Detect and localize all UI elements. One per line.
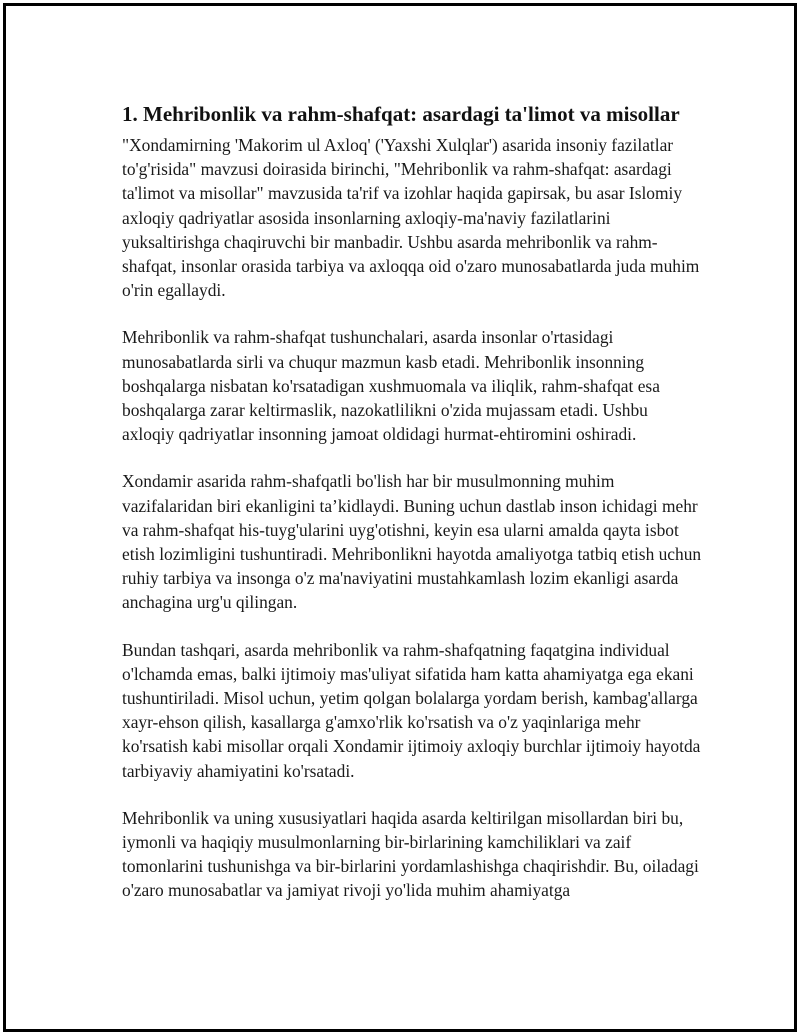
paragraph-2: Mehribonlik va rahm-shafqat tushunchalari, asarda insonlar o'rtasidagi munosabatlarda sirli va chuqur mazmun kasb etadi. Mehribonlik insonning boshqalarga nisbatan ko'rsatadigan xushmuomala va iliqlik, rahm-shafqat esa boshqalarga zarar keltirmaslik, nazokatlilikni o'zida mujassam etadi. Ushbu axloqiy qadriyatlar insonning jamoat oldidagi hurmat-ehtiromini oshiradi. xyxy=(122,327,660,445)
paragraph-4: Bundan tashqari, asarda mehribonlik va rahm-shafqatning faqatgina individual o'lchamda emas, balki ijtimoiy mas'uliyat sifatida ham katta ahamiyatga ega ekani tushuntiriladi. Misol uchun, yetim qolgan bolalarga yordam berish, kambag'allarga xayr-ehson qilish, kasallarga g'amxo'rlik ko'rsatish va o'z yaqinlariga mehr ko'rsatish kabi misollar orqali Xondamir ijtimoiy axloqiy burchlar ijtimoiy hayotda tarbiyaviy ahamiyatini ko'rsatadi. xyxy=(122,639,701,781)
document-content xyxy=(122,101,702,926)
section-heading: 1. Mehribonlik va rahm-shafqat: asardagi ta'limot va misollar xyxy=(122,102,680,126)
document-page xyxy=(3,3,797,1032)
paragraph-3: Xondamir asarida rahm-shafqatli bo'lish har bir musulmonning muhim vazifalaridan biri ekanligini ta’kidlaydi. Buning uchun dastlab inson ichidagi mehr va rahm-shafqat his-tuyg'ularini uyg'otishni, keyin esa ularni amalda qayta isbot etish lozimligini tushuntiradi. Mehribonlikni hayotda amaliyotga tatbiq etish uchun ruhiy tarbiya va insonga o'z ma'naviyatini mustahkamlash lozim ekanligi asarda anchagina urg'u qilingan. xyxy=(122,471,702,613)
paragraph-1: "Xondamirning 'Makorim ul Axloq' ('Yaxshi Xulqlar') asarida insoniy fazilatlar to'g'risida" mavzusi doirasida birinchi, "Mehribonlik va rahm-shafqat: asardagi ta'limot va misollar" mavzusida ta'rif va izohlar haqida gapirsak, bu asar Islomiy axloqiy qadriyatlar asosida insonlarning axloqiy-ma'naviy fazilatlarini yuksaltirishga chaqiruvchi bir manbadir. Ushbu asarda mehribonlik va rahm-shafqat, insonlar orasida tarbiya va axloqqa oid o'zaro munosabatlarda juda muhim o'rin egallaydi. xyxy=(122,135,700,301)
paragraph-5: Mehribonlik va uning xususiyatlari haqida asarda keltirilgan misollardan biri bu, iymonli va haqiqiy musulmonlarning bir-birlarining kamchiliklari va zaif tomonlarini tushunishga va bir-birlarini yordamlashishga chaqirishdir. Bu, oiladagi o'zaro munosabatlar va jamiyat rivoji yo'lida muhim ahamiyatga xyxy=(122,807,699,901)
